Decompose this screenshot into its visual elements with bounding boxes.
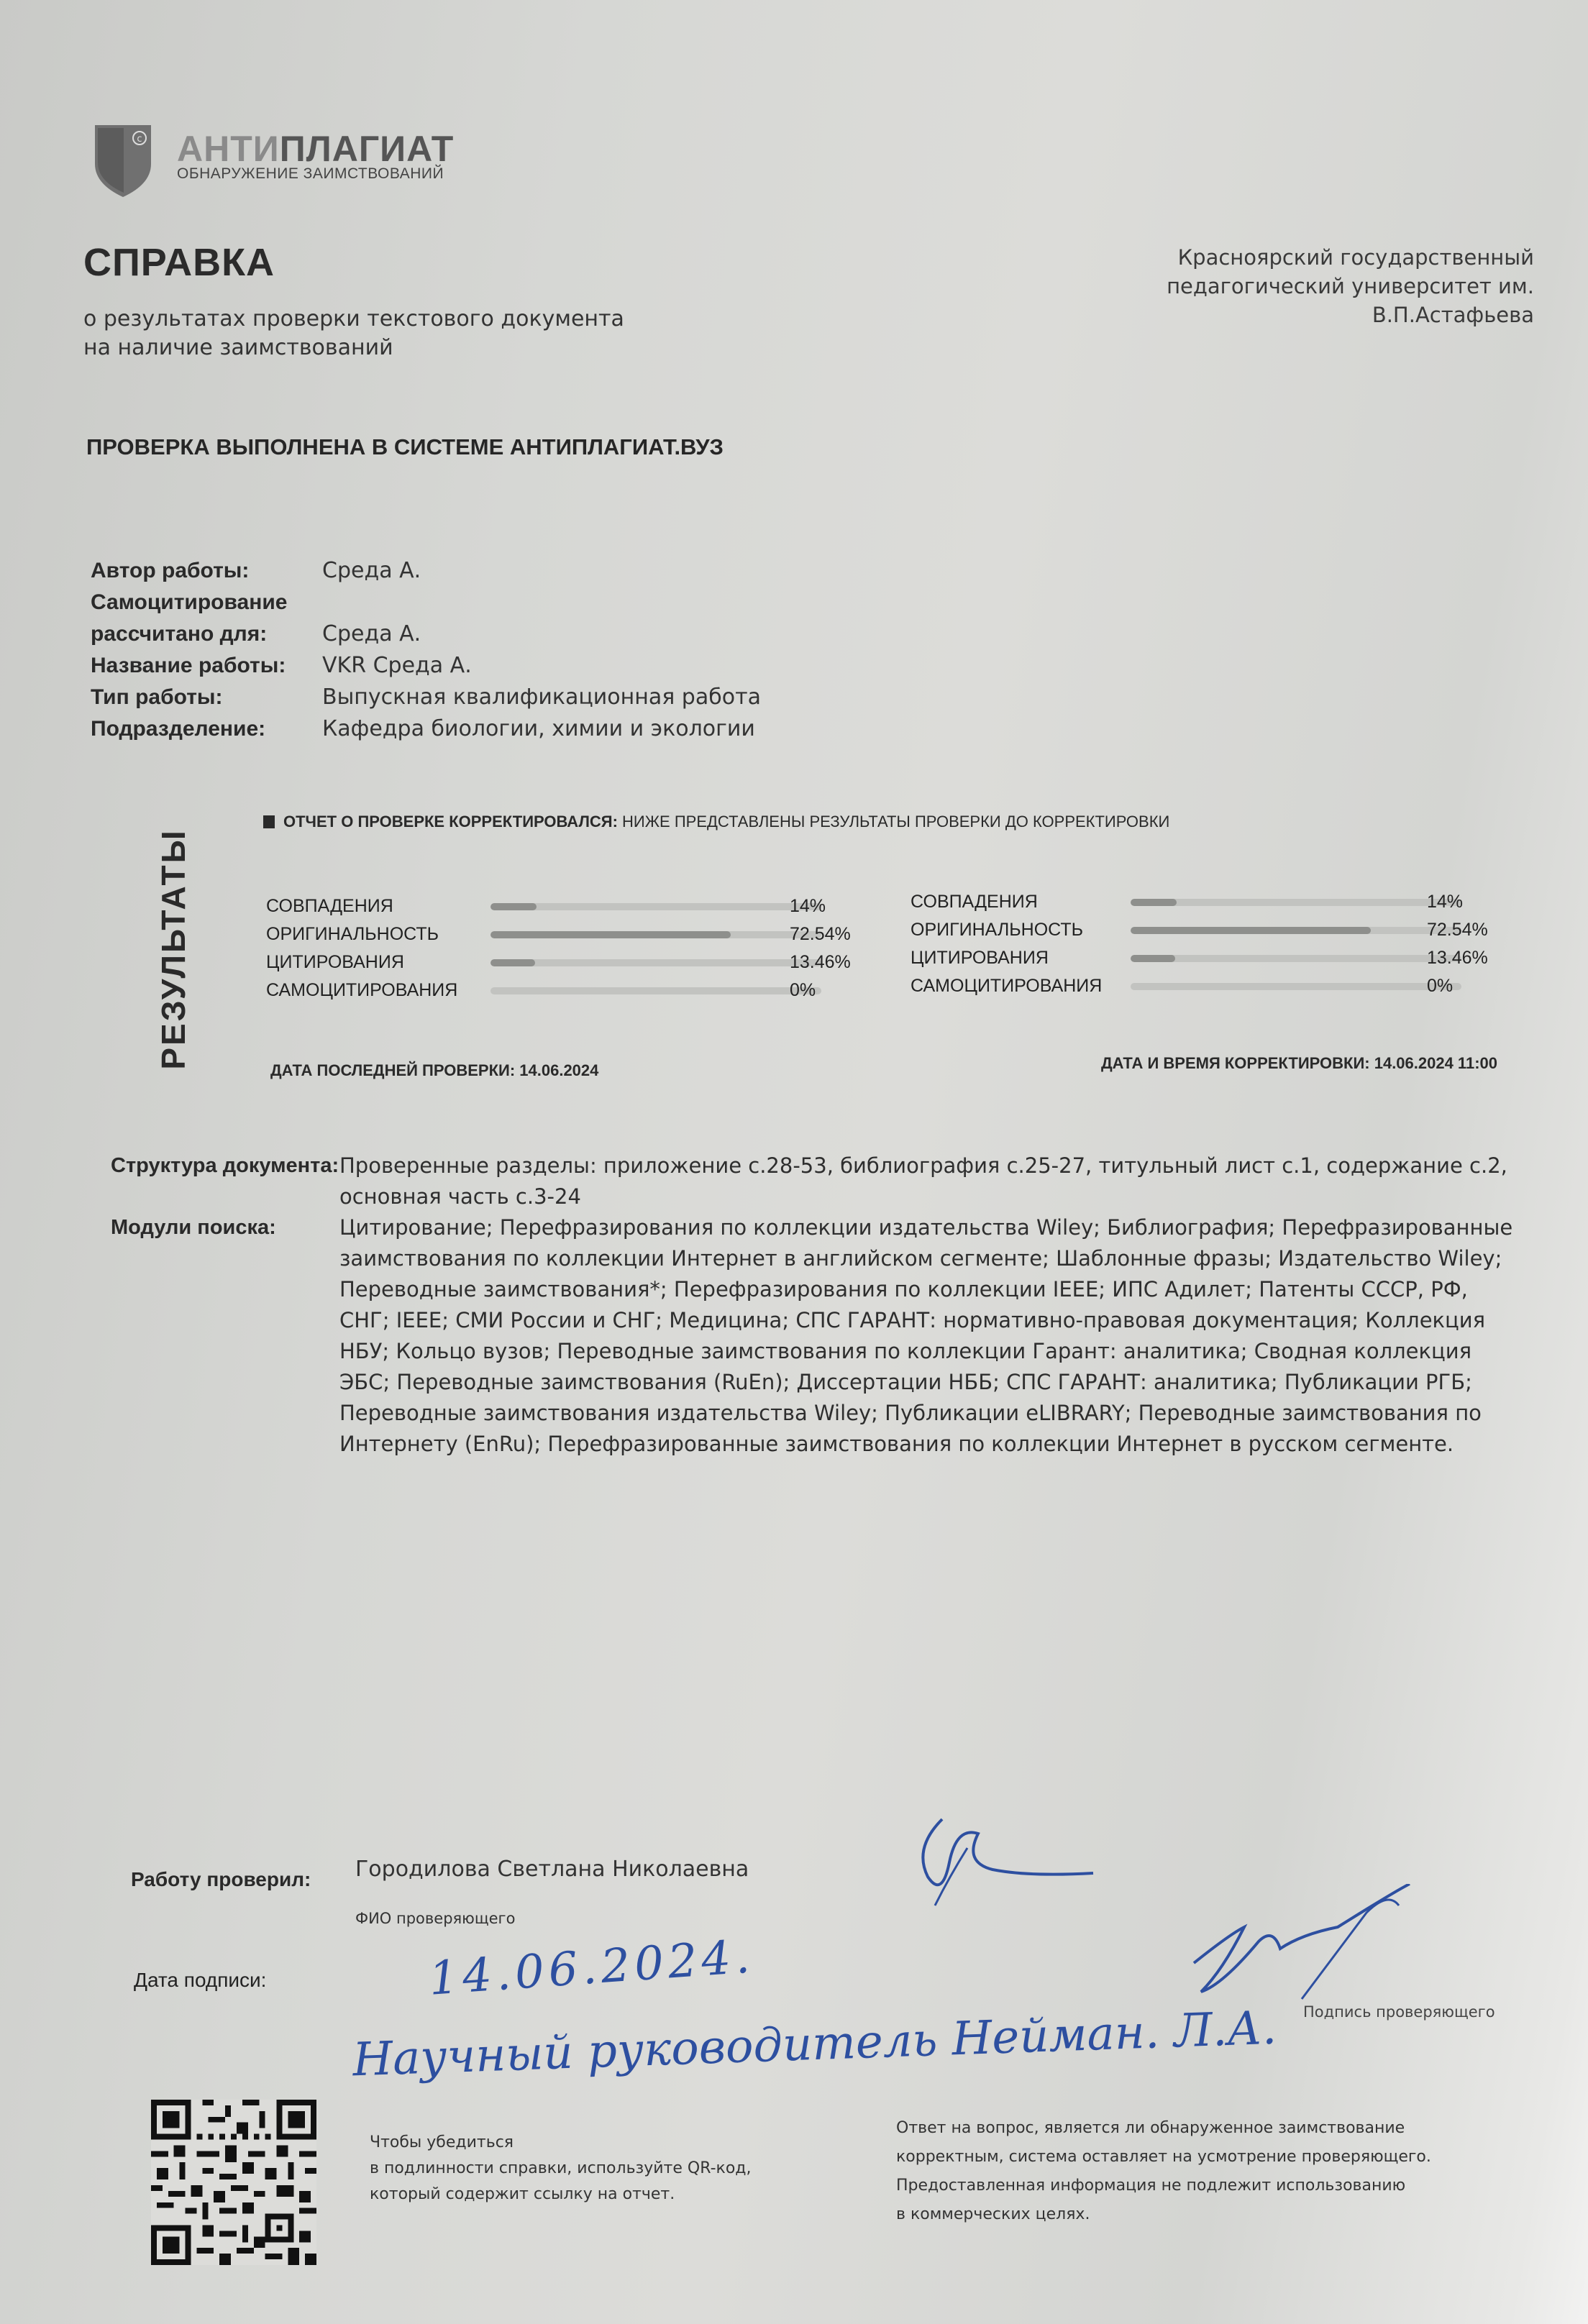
disclaimer-line: Предоставленная информация не подлежит использованию — [896, 2177, 1406, 2195]
results-section-title — [148, 813, 198, 1086]
stat-bar — [490, 931, 821, 938]
correction-datetime: ДАТА И ВРЕМЯ КОРРЕКТИРОВКИ: 14.06.2024 11:00 — [1100, 1054, 1497, 1072]
stat-value: 72.54% — [1427, 920, 1488, 940]
stat-label: САМОЦИТИРОВАНИЯ — [266, 980, 458, 1000]
system-line: ПРОВЕРКА ВЫПОЛНЕНА В СИСТЕМЕ АНТИПЛАГИАТ.ВУЗ — [86, 434, 724, 459]
stat-bar-fill — [1131, 955, 1175, 962]
disclaimer-line: Ответ на вопрос, является ли обнаруженное заимствование — [896, 2119, 1405, 2137]
supervisor-signature — [1179, 1884, 1417, 2006]
qr-text-line: который содержит ссылку на отчет. — [370, 2185, 675, 2203]
modules-value: Цитирование; Перефразирования по коллекции издательства Wiley; Библиография; Перефразированные заимствования по коллекции Интернет в английском сегменте; Шаблонные фразы; Издательство Wiley; Переводные заимствования*; Перефразирования по коллекции IEEE; ИПС Адилет; Патенты СССР, РФ, СНГ; IEEE; СМИ России и СНГ; Медицина; СПС ГАРАНТ: нормативно-правовая документация; Коллекция НБУ; Кольцо вузов; Переводные заимствования по коллекции Гарант: аналитика; Сводная коллекция ЭБС; Переводные заимствования (RuEn); Диссертации НББ; СПС ГАРАНТ: аналитика; Публикации РГБ; Переводные заимствования издательства Wiley; Публикации eLIBRARY; Переводные заимствования по Интернету (EnRu); Перефразированные заимствования по коллекции Интернет в русском сегменте. — [339, 1215, 1513, 1456]
results-title-text: РЕЗУЛЬТАТЫ — [155, 828, 192, 1070]
work-info-value: Кафедра биологии, химии и экологии — [322, 716, 755, 741]
stat-bar — [1131, 899, 1461, 906]
logo-tagline: ОБНАРУЖЕНИЕ ЗАИМСТВОВАНИЙ — [177, 165, 444, 182]
stat-bar-fill — [490, 959, 535, 966]
fio-caption: ФИО проверяющего — [355, 1910, 516, 1927]
subtitle-line: на наличие заимствований — [83, 335, 393, 360]
qr-text-line: в подлинности справки, используйте QR-код, — [370, 2159, 752, 2177]
stat-label: ЦИТИРОВАНИЯ — [911, 948, 1049, 968]
stat-label: ЦИТИРОВАНИЯ — [266, 952, 404, 972]
work-info — [91, 555, 761, 745]
handwritten-supervisor-note: Научный руководитель Нейман. Л.А. — [352, 2001, 1278, 2087]
stat-label: САМОЦИТИРОВАНИЯ — [911, 976, 1103, 996]
square-bullet-icon — [263, 815, 275, 828]
checker-name: Городилова Светлана Николаевна — [355, 1857, 749, 1882]
work-info-row — [91, 555, 761, 587]
stat-row — [911, 920, 1507, 948]
work-info-label: Тип работы: — [91, 685, 223, 709]
notice-text: НИЖЕ ПРЕДСТАВЛЕНЫ РЕЗУЛЬТАТЫ ПРОВЕРКИ ДО КОРРЕКТИРОВКИ — [622, 813, 1170, 831]
structure-label: Структура документа: — [111, 1154, 339, 1177]
work-info-value: VKR Среда А. — [322, 653, 472, 678]
work-info-row — [91, 650, 761, 682]
svg-text:c: c — [137, 134, 142, 145]
stat-row — [266, 924, 870, 952]
stat-label: СОВПАДЕНИЯ — [911, 892, 1038, 912]
stat-bar — [1131, 955, 1461, 962]
stat-label: ОРИГИНАЛЬНОСТЬ — [911, 920, 1084, 940]
checker-label: Работу проверил: — [131, 1868, 311, 1890]
work-info-row — [91, 587, 761, 618]
work-info-row — [91, 682, 761, 713]
signature-caption: Подпись проверяющего — [1303, 2003, 1495, 2021]
stat-bar — [1131, 927, 1461, 934]
stat-row — [911, 892, 1507, 920]
disclaimer-line: в коммерческих целях. — [896, 2205, 1090, 2223]
signature-date-label: Дата подписи: — [134, 1969, 267, 1991]
work-info-label: Самоцитирование — [91, 590, 288, 614]
modules-label: Модули поиска: — [111, 1216, 276, 1239]
work-info-row — [91, 713, 761, 745]
stat-bar — [490, 959, 821, 966]
stat-value: 14% — [790, 896, 826, 916]
disclaimer — [896, 2114, 1431, 2229]
page-subtitle — [83, 305, 624, 362]
organization-line: педагогический университет им. — [1167, 274, 1534, 298]
stat-row — [266, 896, 870, 924]
stat-value: 72.54% — [790, 924, 851, 944]
stat-row — [266, 952, 870, 980]
work-info-value: Среда А. — [322, 621, 421, 646]
stat-bar-fill — [490, 931, 731, 938]
document-structure — [111, 1150, 1520, 1460]
logo-name — [177, 128, 454, 170]
notice-bold: ОТЧЕТ О ПРОВЕРКЕ КОРРЕКТИРОВАЛСЯ: — [283, 813, 618, 831]
work-info-value: Выпускная квалификационная работа — [322, 685, 761, 710]
stat-bar — [490, 987, 821, 994]
stat-label: ОРИГИНАЛЬНОСТЬ — [266, 924, 439, 944]
results-after — [911, 892, 1507, 1004]
logo-name-light: АНТИ — [177, 129, 280, 169]
checker-signature — [899, 1805, 1100, 1927]
qr-text-line: Чтобы убедиться — [370, 2133, 514, 2151]
logo-name-dark: ПЛАГИАТ — [279, 129, 455, 169]
stat-value: 0% — [1427, 976, 1454, 996]
disclaimer-line: корректным, система оставляет на усмотрение проверяющего. — [896, 2148, 1431, 2166]
shield-copyright-icon — [92, 121, 154, 198]
stat-bar-fill — [1131, 927, 1371, 934]
work-info-label: Подразделение: — [91, 717, 266, 741]
organization — [1074, 243, 1534, 329]
organization-line: Красноярский государственный — [1177, 245, 1534, 270]
last-check-date: ДАТА ПОСЛЕДНЕЙ ПРОВЕРКИ: 14.06.2024 — [270, 1061, 599, 1079]
work-info-label: рассчитано для: — [91, 622, 268, 646]
organization-line: В.П.Астафьева — [1372, 303, 1534, 327]
structure-row — [111, 1150, 1520, 1212]
stat-value: 0% — [790, 980, 816, 1000]
work-info-label: Автор работы: — [91, 559, 250, 582]
stat-bar-fill — [1131, 899, 1177, 906]
stat-value: 13.46% — [790, 952, 851, 972]
stat-bar-fill — [490, 903, 537, 910]
stat-value: 13.46% — [1427, 948, 1488, 968]
qr-instructions — [370, 2130, 752, 2208]
stat-row — [266, 980, 870, 1008]
stat-row — [911, 948, 1507, 976]
subtitle-line: о результатах проверки текстового документа — [83, 306, 624, 331]
stat-label: СОВПАДЕНИЯ — [266, 896, 393, 916]
results-before — [266, 896, 870, 1008]
structure-value: Проверенные разделы: приложение с.28-53, библиография с.25-27, титульный лист с.1, содержание с.2, основная часть с.3-24 — [339, 1153, 1507, 1209]
qr-code-icon[interactable] — [151, 2100, 316, 2265]
stat-value: 14% — [1427, 892, 1464, 912]
work-info-value: Среда А. — [322, 558, 421, 583]
modules-row — [111, 1212, 1520, 1460]
stat-row — [911, 976, 1507, 1004]
stat-bar — [1131, 983, 1461, 990]
correction-notice — [263, 813, 1169, 831]
work-info-label: Название работы: — [91, 654, 286, 677]
work-info-row — [91, 618, 761, 650]
handwritten-date: 14.06.2024. — [426, 1930, 756, 2006]
page-title: СПРАВКА — [83, 241, 275, 284]
stat-bar — [490, 903, 821, 910]
